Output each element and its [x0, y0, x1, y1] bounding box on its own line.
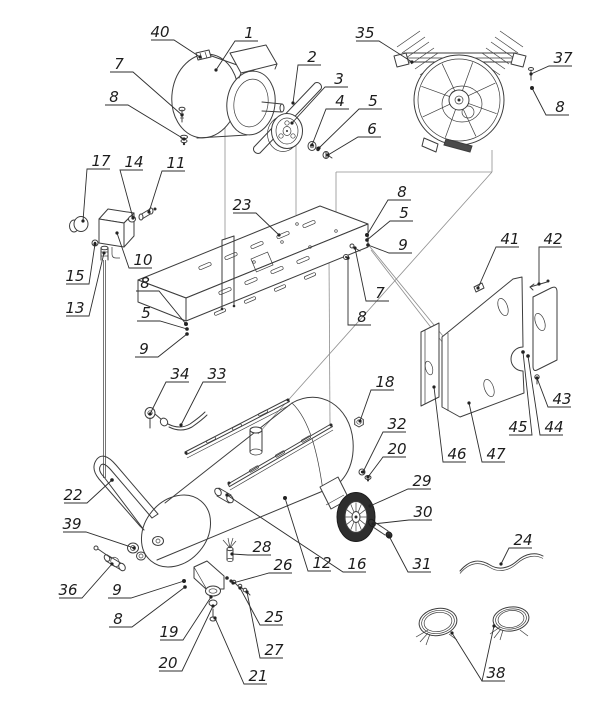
part-number-label: 8 [113, 610, 123, 628]
part-number-label: 30 [413, 503, 433, 521]
check-valve-28 [223, 538, 236, 562]
part-number-label: 7 [114, 55, 124, 73]
part-number-label: 44 [544, 418, 564, 436]
callout-30 [371, 503, 432, 526]
rail-upper [185, 399, 291, 459]
part-number-label: 40 [150, 23, 170, 41]
part-number-label: 22 [63, 486, 83, 504]
part-number-label: 7 [375, 284, 385, 302]
callout-28 [230, 538, 271, 556]
callout-6 [326, 120, 381, 157]
coil-left [416, 605, 459, 645]
part-number-label: 31 [412, 555, 432, 573]
part-number-label: 8 [555, 98, 565, 116]
part-number-label: 27 [264, 641, 284, 659]
part-number-label: 3 [334, 70, 344, 88]
right-filter [511, 53, 526, 67]
callout-40 [150, 23, 201, 59]
part-number-label: 37 [553, 49, 573, 67]
mounting-plate-illustration [138, 206, 370, 336]
guard-side-strip [421, 323, 439, 406]
callout-37 [529, 49, 573, 76]
part-number-label: 4 [335, 92, 345, 110]
coil-hoses-illustration [416, 605, 530, 645]
wheel [337, 493, 375, 542]
part-number-label: 46 [447, 445, 467, 463]
callout-26 [231, 556, 292, 585]
callout-25 [238, 586, 283, 626]
part-number-label: 34 [170, 365, 190, 383]
callout-20 [366, 440, 406, 479]
part-number-label: 42 [543, 230, 563, 248]
part-number-label: 8 [109, 88, 119, 106]
unloader-tube [104, 260, 106, 478]
callout-14 [120, 153, 144, 220]
callout-36 [58, 562, 113, 599]
fitting-11 [139, 208, 157, 221]
callout-21 [213, 616, 267, 685]
part-number-label: 9 [112, 581, 122, 599]
callout-31 [387, 534, 431, 573]
part-number-label: 8 [397, 183, 407, 201]
part-number-label: 5 [141, 304, 151, 322]
part-number-label: 21 [248, 667, 268, 685]
part-number-label: 23 [232, 196, 252, 214]
part-number-label: 8 [357, 308, 367, 326]
part-number-label: 38 [486, 664, 506, 682]
part-number-label: 19 [159, 623, 179, 641]
part-number-label: 9 [139, 340, 149, 358]
part-number-label: 20 [387, 440, 407, 458]
callout-43 [535, 376, 571, 408]
part-number-label: 47 [486, 445, 506, 463]
part-number-label: 33 [207, 365, 227, 383]
part-number-label: 1 [244, 24, 254, 42]
foot-bracket [194, 561, 224, 589]
callout-7 [353, 246, 389, 302]
callout-19 [159, 595, 212, 641]
coil-right [490, 605, 530, 640]
end-port [153, 537, 164, 546]
part-number-label: 20 [158, 654, 178, 672]
callout-24 [499, 531, 532, 566]
elbow-34-pipe-33 [145, 408, 207, 431]
belt-guard-illustration [421, 277, 557, 417]
callout-8 [530, 86, 569, 116]
part-number-label: 5 [368, 92, 378, 110]
guard-back-panel [442, 277, 524, 417]
part-number-label: 24 [513, 531, 533, 549]
callout-4 [310, 92, 349, 147]
part-number-label: 29 [412, 472, 432, 490]
part-number-label: 6 [367, 120, 377, 138]
ball-valve-36 [94, 546, 127, 572]
part-number-label: 28 [252, 538, 272, 556]
part-number-label: 10 [133, 251, 153, 269]
tank-illustration [94, 397, 393, 621]
callout-15 [65, 242, 96, 285]
part-number-label: 15 [65, 267, 85, 285]
callout-9 [135, 332, 189, 358]
part-number-label: 12 [312, 554, 332, 572]
part-number-label: 2 [307, 48, 317, 66]
part-number-label: 45 [508, 418, 528, 436]
part-number-label: 17 [91, 152, 111, 170]
part-number-label: 8 [140, 274, 150, 292]
callout-39 [62, 515, 135, 550]
part-number-label: 18 [375, 373, 395, 391]
part-number-label: 32 [387, 415, 407, 433]
part-number-label: 16 [347, 555, 367, 573]
part-number-label: 43 [552, 390, 572, 408]
part-number-label: 25 [264, 608, 284, 626]
callout-11 [147, 154, 185, 214]
part-number-label: 13 [65, 299, 85, 317]
callout-34 [148, 365, 189, 416]
part-number-label: 35 [355, 24, 375, 42]
callout-38 [450, 624, 505, 682]
pump-foot [422, 138, 438, 152]
terminal-box [230, 45, 277, 73]
part-number-label: 14 [124, 153, 144, 171]
callout-22 [63, 478, 113, 504]
callout-35 [355, 24, 413, 64]
part-number-label: 26 [273, 556, 293, 574]
pump-illustration [394, 31, 534, 152]
port-cylinder [250, 427, 262, 455]
part-number-label: 36 [58, 581, 78, 599]
callout-9 [108, 579, 186, 599]
part-number-label: 11 [166, 154, 186, 172]
part-number-label: 39 [62, 515, 82, 533]
part-number-label: 41 [500, 230, 520, 248]
drain-assembly [206, 586, 221, 621]
callout-42 [537, 230, 562, 286]
part-number-label: 5 [399, 204, 409, 222]
part-number-label: 9 [398, 236, 408, 254]
